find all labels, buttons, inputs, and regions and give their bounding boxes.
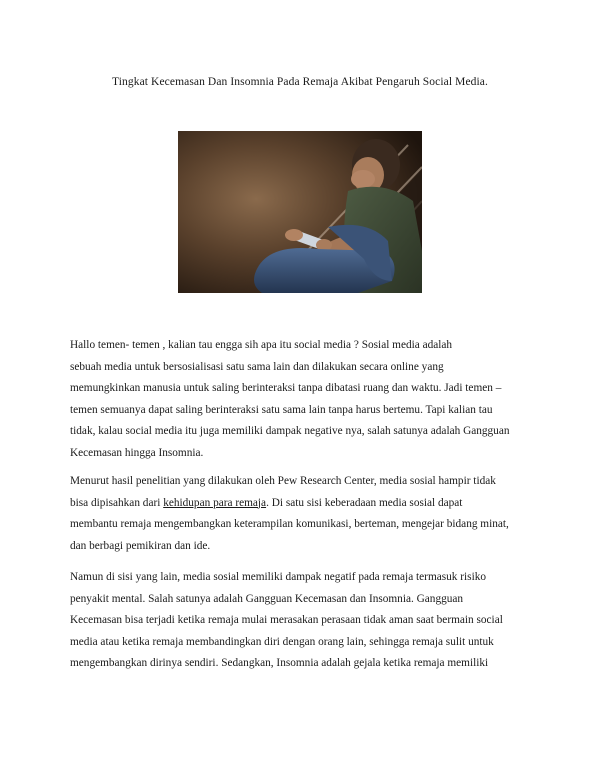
paragraph-line: dan berbagi pemikiran dan ide. [70, 539, 211, 552]
photo-teen-using-phone-icon [178, 131, 422, 293]
paragraph-line: temen semuanya dapat saling berinteraksi satu sama lain tanpa harus bertemu. Tapi kalian tau [70, 403, 493, 416]
paragraph-line: memungkinkan manusia untuk saling berinteraksi tanpa dibatasi ruang dan waktu. Jadi temen – [70, 382, 502, 394]
paragraph-line: Hallo temen- temen , kalian tau engga sih apa itu social media ? Sosial media adalah [70, 339, 453, 351]
paragraph-intro [70, 335, 540, 464]
paragraph-line: Kecemasan bisa terjadi ketika remaja mulai merasakan perasaan tidak aman saat bermain social [70, 614, 503, 626]
paragraph-line: tidak, kalau social media itu juga memiliki dampak negative nya, salah satunya adalah Gangguan [70, 425, 510, 437]
link-suffix-text: . Di satu sisi keberadaan media sosial dapat [266, 496, 463, 509]
paragraph-line: mengembangkan dirinya sendiri. Sedangkan, Insomnia adalah gejala ketika remaja memiliki [70, 657, 489, 669]
paragraph-negative-impact [70, 567, 540, 675]
underlined-phrase: kehidupan para remaja [163, 496, 267, 509]
paragraph-line-with-link [70, 493, 540, 515]
paragraph-line: sebuah media untuk bersosialisasi satu sama lain dan dilakukan secara online yang [70, 360, 444, 373]
paragraph-line: Kecemasan hingga Insomnia. [70, 446, 204, 459]
paragraph-line: media atau ketika remaja membandingkan diri dengan orang lain, sehingga remaja sulit untuk [70, 635, 494, 648]
document-title: Tingkat Kecemasan Dan Insomnia Pada Remaja Akibat Pengaruh Social Media. [112, 76, 488, 88]
paragraph-line: Menurut hasil penelitian yang dilakukan oleh Pew Research Center, media sosial hampir tidak [70, 475, 496, 487]
paragraph-line: penyakit mental. Salah satunya adalah Gangguan Kecemasan dan Insomnia. Gangguan [70, 592, 464, 605]
link-prefix-text: bisa dipisahkan dari [70, 496, 164, 509]
paragraph-line: membantu remaja mengembangkan keterampilan komunikasi, berteman, mengejar bidang minat, [70, 518, 509, 530]
paragraph-research [70, 471, 540, 557]
paragraph-line: Namun di sisi yang lain, media sosial memiliki dampak negatif pada remaja termasuk risiko [70, 571, 486, 583]
